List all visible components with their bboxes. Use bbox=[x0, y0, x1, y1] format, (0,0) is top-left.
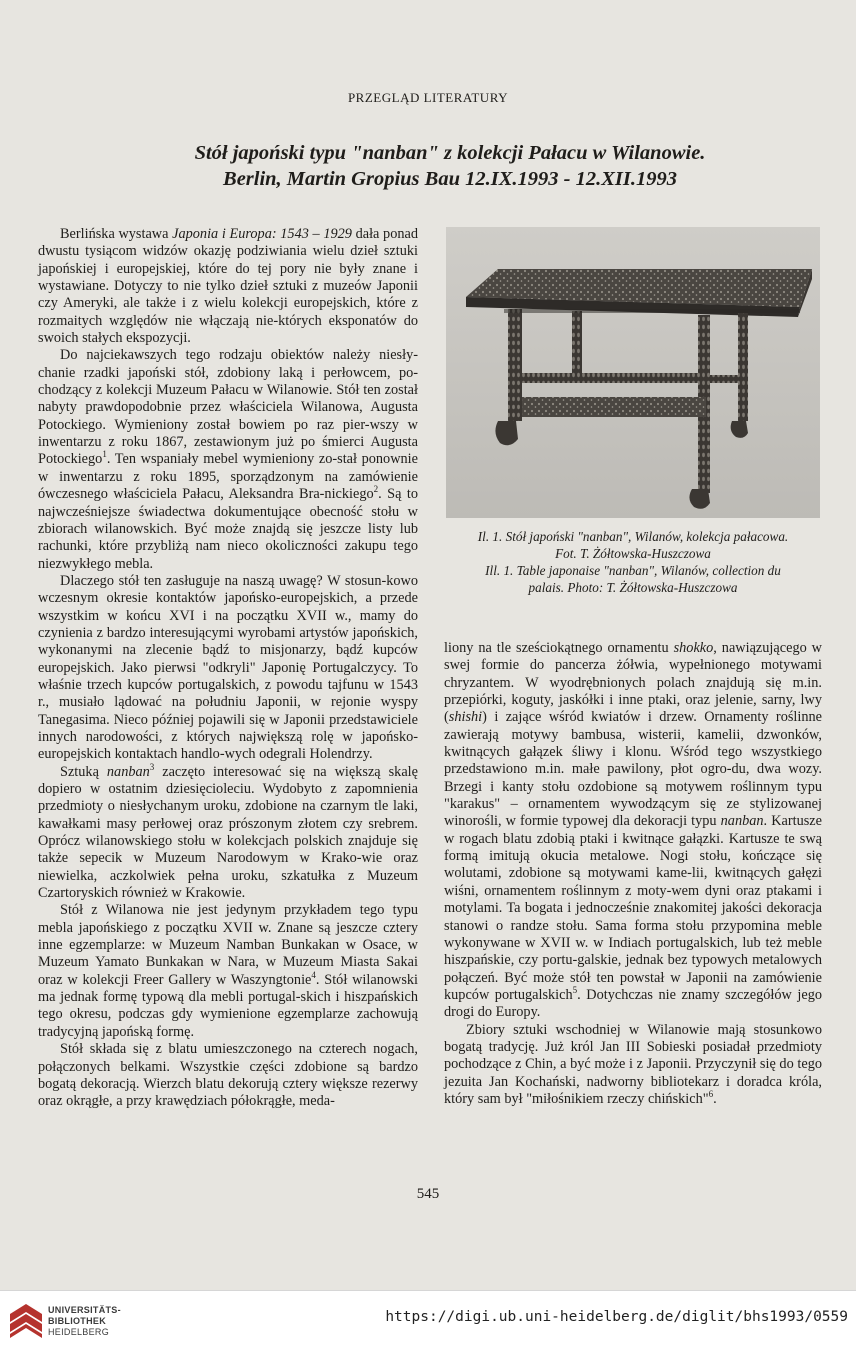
article-title-line-1: Stół japoński typu "nanban" z kolekcji Pałacu w Wilanowie. bbox=[194, 142, 706, 164]
paragraph: Sztuką nanban$^3$ zaczęto interesować się na większą skalę dopiero w ostatnim dziesięcioleciu. Wydobyto z zapomnienia przedmioty o niesłychanym uroku, zdobione na czarnym tle laki, kawałkami masy perłowej oraz prószonym złotem czy srebrem. Oprócz wilanowskiego stołu w kolekcjach polskich znajduje się także sepecik w Muzeum Narodowym w Krako-wie oraz niewielka, aczkolwiek pełna uroku, szkatułka z Muzeum Czartoryskich również w Krakowie. bbox=[38, 761, 418, 902]
article-title-line-2: Berlin, Martin Gropius Bau 12.IX.1993 - 12.XII.1993 bbox=[223, 168, 677, 190]
library-name bbox=[48, 1305, 121, 1338]
paragraph: Berlińska wystawa Japonia i Europa: 1543 – 1929 dała ponad dwustu tysiącom widzów okazję podziwiania wielu dzieł sztuki japońskiej i europejskiej, które do tej pory nie były znane i wystawiane. Dotyczy to nie tylko dzieł sztuki z muzeów Japonii czy Ameryki, ale także i z wielu kolekcji europejskich, które z rozmaitych względów nie włączają nie-których eksponatów do swoich stałych ekspozycji. bbox=[38, 226, 418, 347]
paragraph: Dlaczego stół ten zasługuje na naszą uwagę? W stosun-kowo wczesnym okresie kontaktów japońsko-europejskich, a przede wszystkim w końcu XVI i na początku XVII w., mamy do czynienia z bardzo interesującymi wyrobami artystów japońskich, wykonanymi na zlecenie bądź to misjonarzy, bądź kupców europejskich. Jako pierwsi "odkryli" Japonię Portugalczycy. To właśnie trzech kupców portugalskich, z powodu tajfunu w 1543 r., musiało lądować na południu Japonii, w rejonie wyspy Tanegasima. Nieco później pojawili się w Japonii przedstawiciele innych narodowości, z których największą rolę w japońsko-europejskich kontaktach handlo-wych odegrali Holendrzy. bbox=[38, 572, 418, 763]
permalink-url[interactable]: https://digi.ub.uni-heidelberg.de/diglit/bhs1993/0559 bbox=[385, 1309, 848, 1325]
paragraph: Zbiory sztuki wschodniej w Wilanowie mają stosunkowo bogatą tradycję. Już król Jan III Sobieski posiadał przedmioty pochodzące z Chin, a być może i z Japonii. Przyczynił się do tego jezuita Jan Kochański, nadworny bibliotekarz i doradca króla, który sam był "miłośnikiem rzeczy chińskich"$^6$. bbox=[444, 1021, 822, 1107]
table-photograph bbox=[446, 227, 820, 518]
page-number: 545 bbox=[416, 1186, 440, 1202]
right-text-column bbox=[444, 640, 822, 1108]
left-text-column bbox=[38, 226, 418, 1111]
library-name-line-2: BIBLIOTHEK bbox=[48, 1316, 106, 1326]
paragraph: Do najciekawszych tego rodzaju obiektów należy niesły-chanie rzadki japoński stół, zdobiony laką i perłowcem, po-chodzący z kolekcji Muzeum Pałacu w Wilanowie. Stół ten został nabyty prawdopodobnie przez właściciela Wilanowa, Augusta Potockiego. Wymieniony został bowiem po raz pier-wszy w inwentarzu z roku 1867, zestawionym już po śmierci Augusta Potockiego$^1$. Ten wspaniały mebel wymieniony zo-stał ponownie w inwentarzu z roku 1895, sporządzonym na zamówienie ówczesnego właściciela Pałacu, Aleksandra Bra-nickiego$^2$. Są to najwcześniejsze świadectwa dokumentujące obecność stołu w zbiorach wilanowskich. Być może znajdą się jeszcze listy lub rachunki, które przybliżą nam nieco okoliczności zakupu tego niezwykłego mebla. bbox=[38, 347, 418, 572]
library-name-line-1: UNIVERSITÄTS- bbox=[48, 1305, 121, 1315]
paragraph: Stół składa się z blatu umieszczonego na czterech nogach, połączonych belkami. Wszystkie części zdobione są bardzo bogatą dekoracją. Wierzch blatu dekorują cztery większe rezerwy oraz okrągłe, a przy krawędziach półokrągłe, meda- bbox=[38, 1041, 418, 1110]
paragraph: liony na tle sześciokątnego ornamentu shokko, nawiązującego w swej formie do pancerza żółwia, wypełnionego motywami chryzantem. W wyodrębnionych polach znajdują się m.in. przepiórki, koguty, jaskółki i inne ptaki, oraz jelenie, sarny, lwy (shishi) i zające wśród kwiatów i drzew. Ornamenty roślinne zawierają motywy bambusa, wisterii, kamelii, dzwonków, kwitnących gałązek śliwy i klonu. Wśród tego wszystkiego przedstawiono m.in. małe pawilony, płot ogro-du, dwa wozy. Brzegi i kanty stołu ozdobione są motywem roślinnym typu "karakus" – ornamentem wywodzącym się ze stylizowanej winorośli, w formie typowej dla dekoracji typu nanban. Kartusze w rogach blatu zdobią ptaki i kwitnące gałązki. Kartusze te swą formą imitują okucia metalowe. Nogi stołu, kończące się wolutami, zdobione są motywami kame-lii, kwitnących gałęzi wiśni, ornamentem roślinnym z moty-wem dyni oraz ptakami i motylami. Ta bogata i jednocześnie znakomitej jakości dekoracja stanowi o randze stołu. Sama forma stołu przypomina meble wykonywane w XVII w. w Indiach portugalskich, lub też meble hiszpańskie, czy portu-galskie, jednak bez typowych metalowych połączeń. Być może stół ten powstał w Japonii na zamówienie kupców portugalskich$^5$. Dotychczas nie znamy szczegółów jego drogi do Europy. bbox=[444, 640, 823, 1021]
nanban-table-image bbox=[446, 227, 820, 518]
viewer-footer bbox=[0, 1290, 856, 1353]
library-name-line-3: HEIDELBERG bbox=[48, 1327, 110, 1337]
figure-caption bbox=[440, 528, 826, 596]
running-head: PRZEGLĄD LITERATURY bbox=[347, 90, 509, 105]
paragraph: Stół z Wilanowa nie jest jedynym przykładem tego typu mebla japońskiego z początku XVII w. Znane są jeszcze cztery inne egzemplarze: w Muzeum Namban Bunkakan w Osace, w Muzeum Yamato Bunkakan w Nara, w Muzeum Miasta Sakai oraz w kolekcji Freer Gallery w Waszyngtonie$^4$. Stół wilanowski ma jednak formę typową dla mebli portugal-skich i hiszpańskich tego okresu, podczas gdy wymienione egzemplarze zachowują tradycyjną japońską formę. bbox=[38, 902, 419, 1040]
caption-line-2: Fot. T. Żółtowska-Huszczowa bbox=[555, 546, 711, 561]
caption-line-3: Ill. 1. Table japonaise "nanban", Wilanów, collection du bbox=[485, 563, 781, 578]
caption-line-4: palais. Photo: T. Żółtowska-Huszczowa bbox=[528, 580, 738, 595]
library-logo-icon bbox=[8, 1302, 44, 1340]
caption-line-1: Il. 1. Stół japoński "nanban", Wilanów, kolekcja pałacowa. bbox=[477, 529, 789, 544]
article-title bbox=[110, 140, 790, 192]
